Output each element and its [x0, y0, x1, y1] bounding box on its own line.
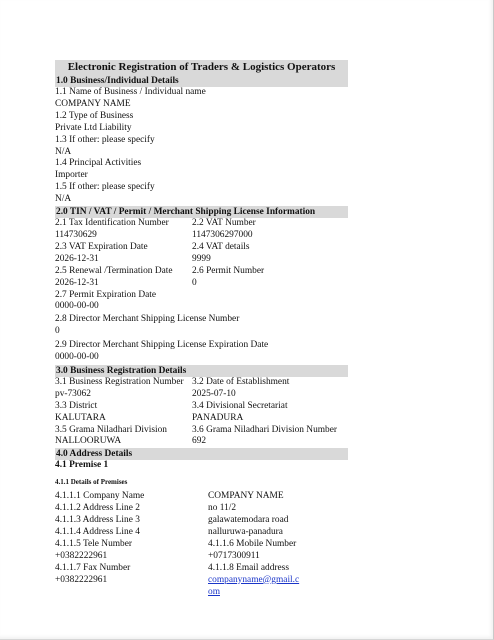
tele-number-value: +0382222961 [55, 550, 108, 561]
gn-division-number-label: 3.6 Grama Niladhari Division Number [192, 424, 338, 435]
shipping-license-label: 2.8 Director Merchant Shipping License Number [55, 314, 240, 325]
vat-expiration-label: 2.3 VAT Expiration Date [55, 241, 148, 252]
renewal-date-label: 2.5 Renewal /Termination Date [55, 265, 173, 276]
vat-expiry-row [55, 242, 348, 266]
fax-email-row [55, 563, 348, 599]
br-number-row [55, 377, 348, 401]
premise-row-value: no 11/2 [208, 503, 237, 514]
business-name-label: 1.1 Name of Business / Individual name [55, 87, 206, 97]
br-number-label: 3.1 Business Registration Number [55, 376, 184, 387]
vat-details-value: 9999 [192, 253, 211, 264]
premise-row-value: nalluruwa-panadura [208, 527, 283, 537]
premise-row-label: 4.1.1.1 Company Name [55, 491, 145, 502]
premise-row-label: 4.1.1.2 Address Line 2 [55, 503, 140, 514]
shipping-license-expiry-value: 0000-00-00 [55, 352, 99, 363]
gn-division-number-value: 692 [192, 436, 207, 447]
premise-details-heading: 4.1.1 Details of Premises [55, 478, 128, 487]
district-row [55, 401, 348, 425]
registration-form [55, 60, 348, 598]
shipping-license-expiry-label: 2.9 Director Merchant Shipping License Expiration Date [55, 340, 269, 351]
activities-other-value: N/A [55, 194, 72, 205]
premise-row-label: 4.1.1.4 Address Line 4 [55, 527, 140, 537]
gn-division-label: 3.5 Grama Niladhari Division [55, 424, 167, 435]
fax-number-label: 4.1.1.7 Fax Number [55, 562, 131, 573]
tele-number-label: 4.1.1.5 Tele Number [55, 538, 133, 549]
section-2-heading: 2.0 TIN / VAT / Permit / Merchant Shipping License Information [55, 206, 348, 218]
type-other-label: 1.3 If other: please specify [55, 134, 155, 145]
section-1-heading: 1.0 Business/Individual Details [55, 75, 348, 87]
vat-number-value: 1147306297000 [192, 229, 253, 240]
premise-row [55, 515, 348, 527]
premise-row [55, 527, 348, 539]
mobile-number-label: 4.1.1.6 Mobile Number [208, 538, 297, 549]
premise-row-label: 4.1.1.3 Address Line 3 [55, 515, 140, 526]
principal-activities-label: 1.4 Principal Activities [55, 158, 142, 169]
premise-row [55, 491, 348, 503]
email-link[interactable]: companyname@gmail.com [208, 574, 300, 597]
premise-heading: 4.1 Premise 1 [55, 460, 109, 471]
activities-other-label: 1.5 If other: please specify [55, 182, 155, 193]
document-title: Electronic Registration of Traders & Logistics Operators [55, 60, 348, 75]
type-other-value: N/A [55, 146, 72, 157]
premise-row-value: galawatemodara road [208, 515, 289, 526]
tin-label: 2.1 Tax Identification Number [55, 218, 169, 229]
tin-vat-row [55, 218, 348, 242]
gn-division-value: NALLOORUWA [55, 436, 122, 447]
br-number-value: pv-73062 [55, 388, 91, 399]
business-type-value: Private Ltd Liability [55, 122, 132, 133]
vat-number-label: 2.2 VAT Number [192, 218, 256, 229]
vat-expiration-value: 2026-12-31 [55, 253, 99, 264]
district-label: 3.3 District [55, 400, 98, 411]
premise-row [55, 503, 348, 515]
permit-number-label: 2.6 Permit Number [192, 265, 265, 276]
gn-division-row [55, 425, 348, 449]
permit-expiration-label: 2.7 Permit Expiration Date [55, 289, 157, 300]
phone-row [55, 539, 348, 563]
premise-row-value: COMPANY NAME [208, 491, 284, 502]
section-4-heading: 4.0 Address Details [55, 448, 348, 460]
establishment-date-label: 3.2 Date of Establishment [192, 376, 290, 387]
section-3-heading: 3.0 Business Registration Details [55, 365, 348, 377]
business-type-label: 1.2 Type of Business [55, 110, 134, 121]
divisional-secretariat-label: 3.4 Divisional Secretariat [192, 400, 288, 411]
permit-expiration-value: 0000-00-00 [55, 301, 99, 312]
mobile-number-value: +0717300911 [208, 550, 260, 561]
district-value: KALUTARA [55, 412, 106, 423]
divisional-secretariat-value: PANADURA [192, 412, 244, 423]
renewal-permit-row [55, 266, 348, 290]
fax-number-value: +0382222961 [55, 574, 108, 585]
vat-details-label: 2.4 VAT details [192, 241, 250, 252]
permit-number-value: 0 [192, 277, 197, 288]
renewal-date-value: 2026-12-31 [55, 277, 99, 288]
establishment-date-value: 2025-07-10 [192, 388, 236, 399]
email-label: 4.1.1.8 Email address [208, 562, 289, 573]
business-name-value: COMPANY NAME [55, 98, 131, 109]
principal-activities-value: Importer [55, 170, 88, 181]
tin-value: 114730629 [55, 229, 97, 240]
shipping-license-value: 0 [55, 326, 60, 337]
